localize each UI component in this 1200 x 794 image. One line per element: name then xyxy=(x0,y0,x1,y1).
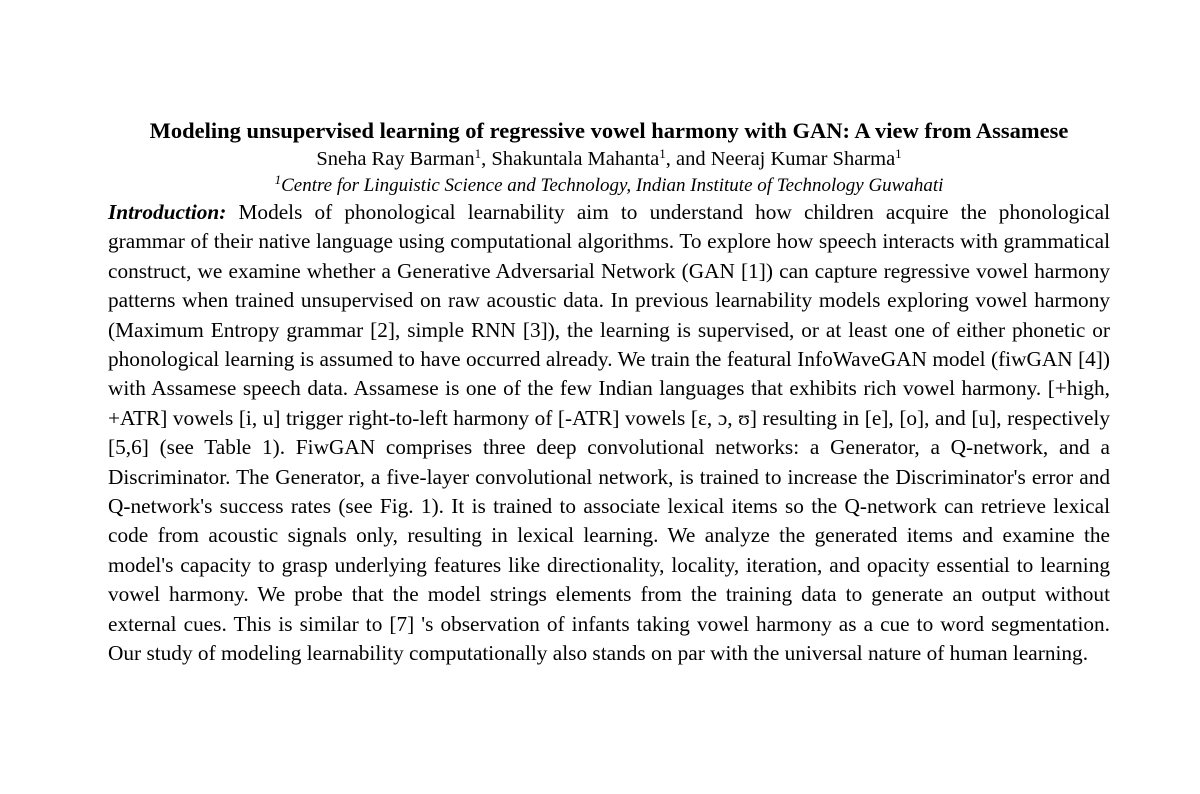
section-heading: Introduction: xyxy=(108,200,227,224)
affiliation xyxy=(108,173,1110,198)
author-name: Sneha Ray Barman xyxy=(316,148,475,170)
introduction-paragraph xyxy=(108,198,1110,669)
author-name: Neeraj Kumar Sharma xyxy=(710,148,896,170)
paper-page xyxy=(108,116,1110,669)
affiliation-mark: 1 xyxy=(895,146,902,161)
author-separator: , xyxy=(481,148,492,170)
affiliation-mark: 1 xyxy=(274,172,282,187)
author-list xyxy=(108,145,1110,173)
affiliation-mark: 1 xyxy=(474,146,482,161)
author-name: Shakuntala Mahanta xyxy=(491,148,660,170)
introduction-text: Models of phonological learnability aim to understand how children acquire the phonological grammar of their native language using computational algorithms. To explore how speech interacts with grammatical construct, we examine whether a Generative Adversarial Network (GAN [1]) can capture regressive vowel harmony patterns when trained unsupervised on raw acoustic data. In previous learnability models exploring vowel harmony (Maximum Entropy grammar [2], simple RNN [3]), the learning is supervised, or at least one of either phonetic or phonological learning is assumed to have occurred already. We train the featural InfoWaveGAN model (fiwGAN [4]) with Assamese speech data. Assamese is one of the few Indian languages that exhibits rich vowel harmony. [+high, +ATR] vowels [i, u] trigger right-to-left harmony of [-ATR] vowels [ɛ, ɔ, ʊ] resulting in [e], [o], and [u], respectively [5,6] (see Table 1). FiwGAN comprises three deep convolutional networks: a Generator, a Q-network, and a Discriminator. The Generator, a five-layer convolutional network, is trained to increase the Discriminator's error and Q-network's success rates (see Fig. 1). It is trained to associate lexical items so the Q-network can retrieve lexical code from acoustic signals only, resulting in lexical learning. We analyze the generated items and examine the model's capacity to grasp underlying features like directionality, locality, iteration, and opacity essential to learning vowel harmony. We probe that the model strings elements from the training data to generate an output without external cues. This is similar to [7] 's observation of infants taking vowel harmony as a cue to word segmentation. Our study of modeling learnability computationally also stands on par with the universal nature of human learning. xyxy=(108,200,1110,666)
author-separator: , and xyxy=(665,148,711,170)
paper-title: Modeling unsupervised learning of regressive vowel harmony with GAN: A view from Assamese xyxy=(149,118,1069,143)
affiliation-mark: 1 xyxy=(659,146,666,161)
affiliation-text: Centre for Linguistic Science and Technology, Indian Institute of Technology Guwahati xyxy=(281,175,944,196)
